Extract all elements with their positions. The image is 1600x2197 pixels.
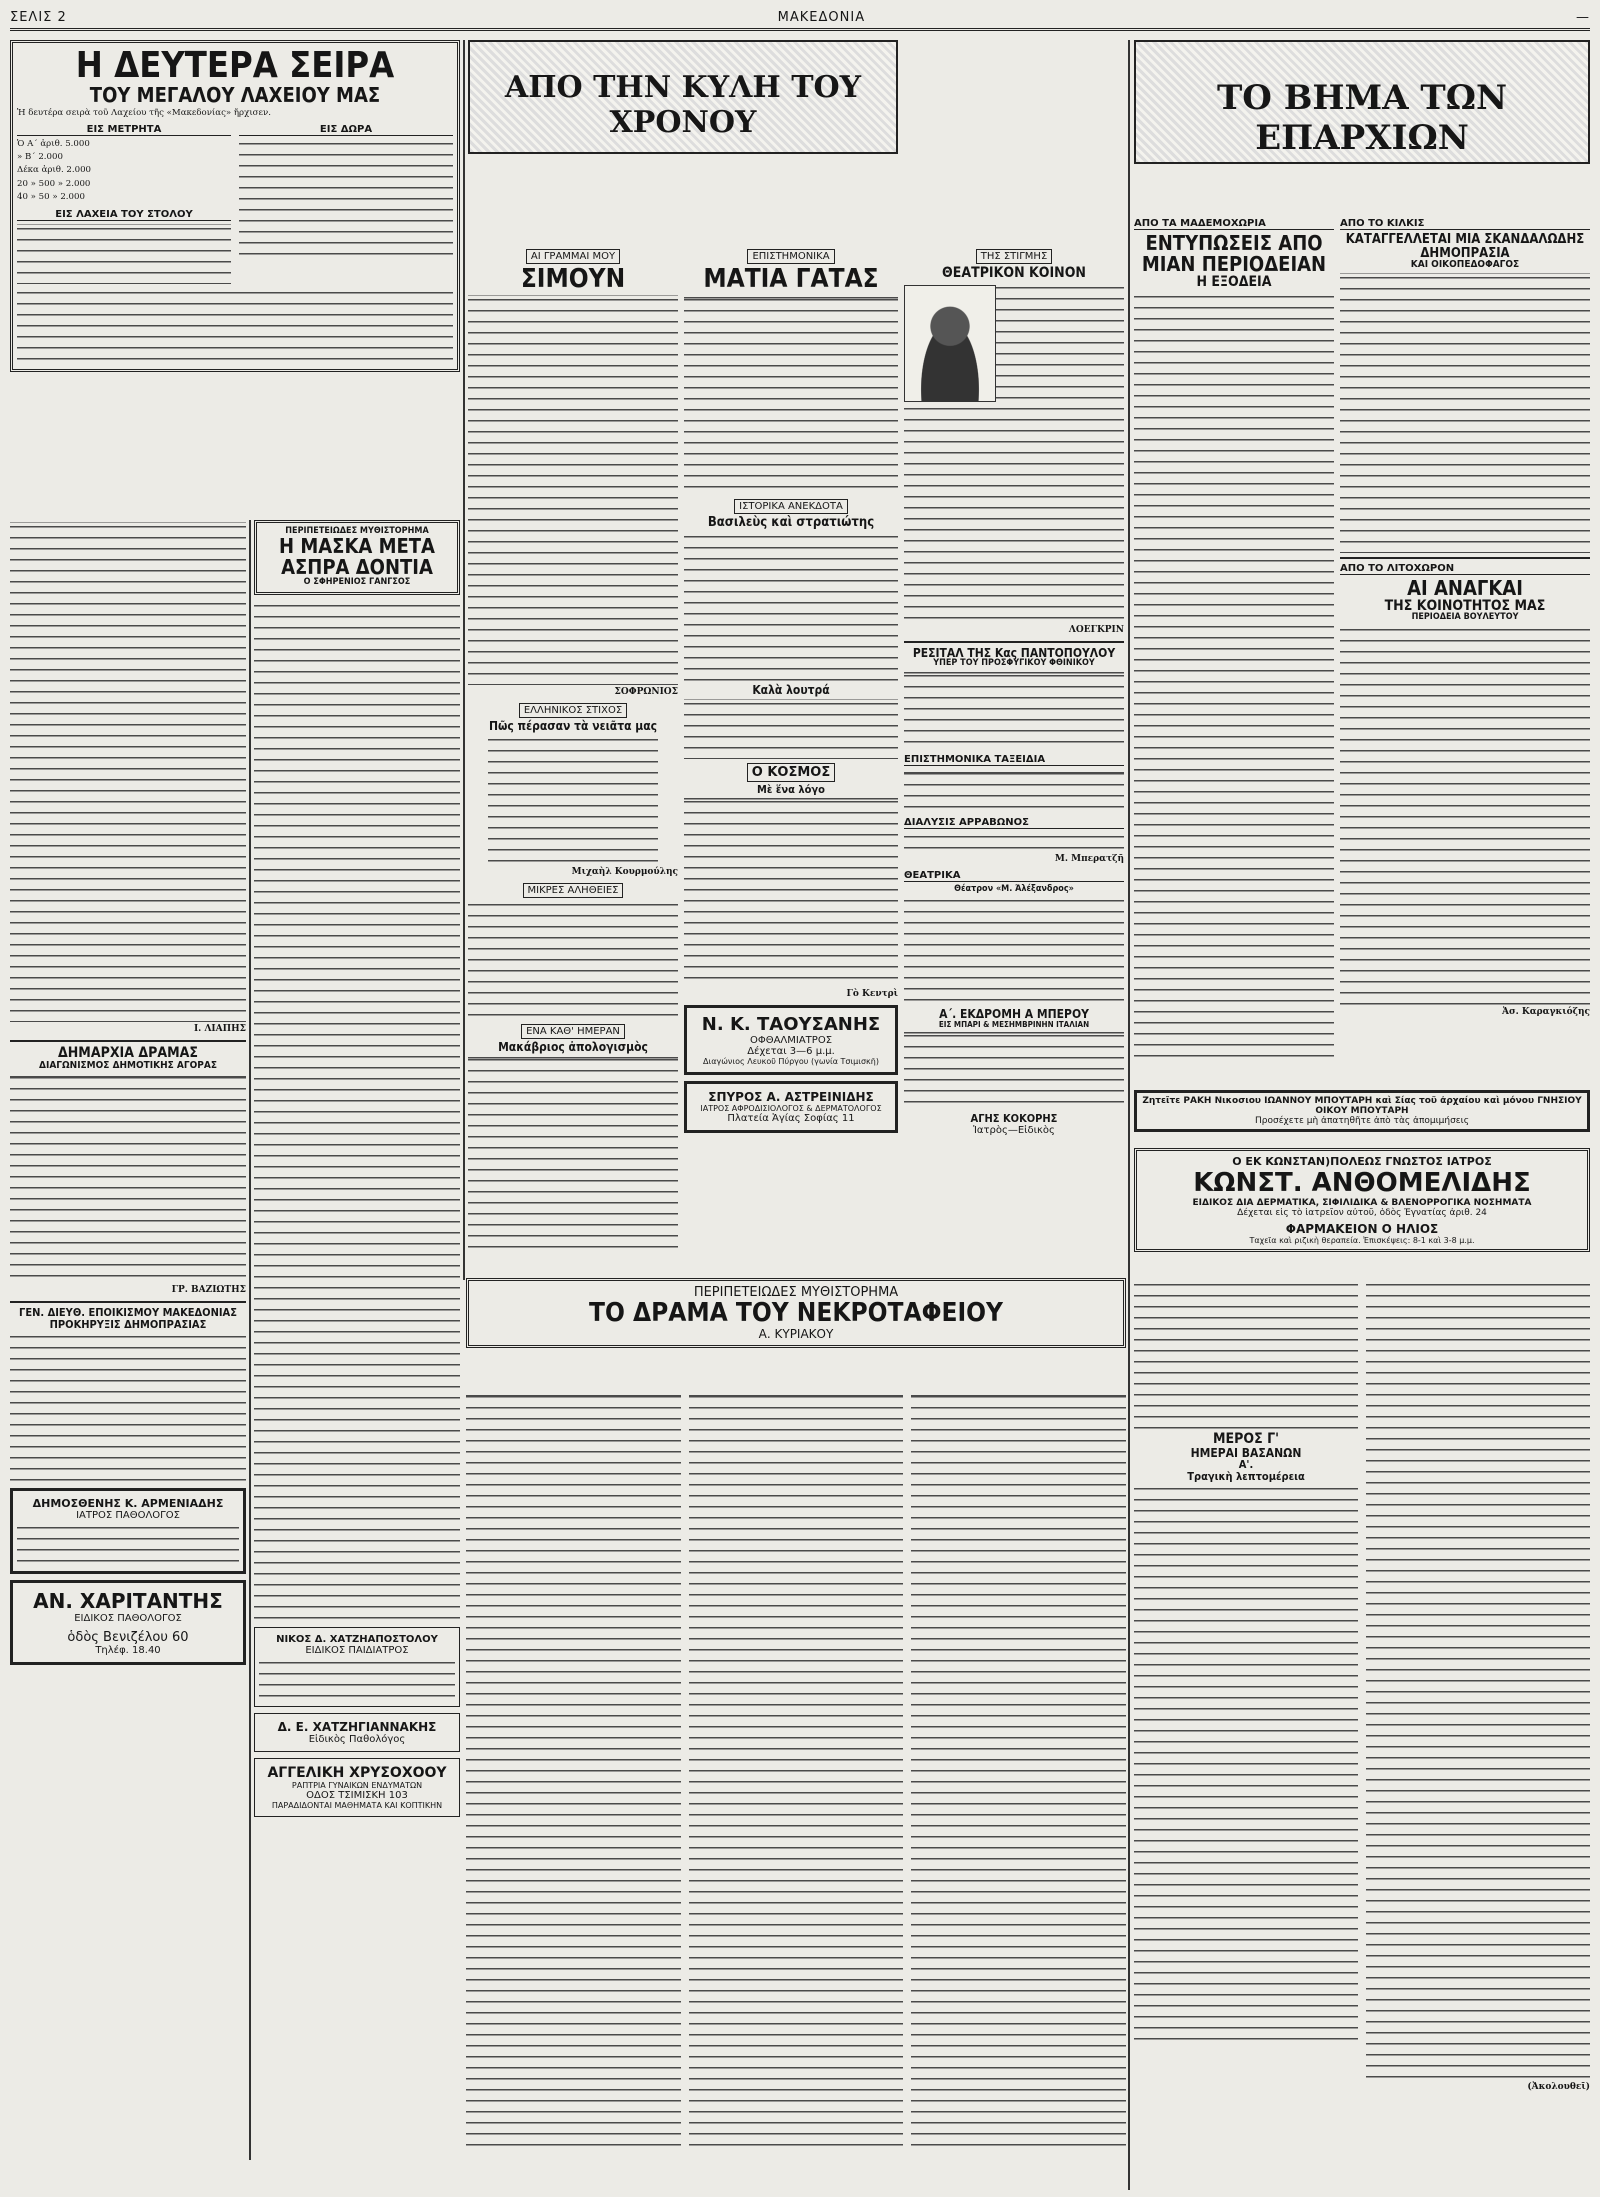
bath-text <box>684 699 898 759</box>
cash-row: Δέκα ἀριθ. 2.000 <box>17 165 92 176</box>
ad-sub: ΙΑΤΡΟΣ ΑΦΡΟΔΙΣΙΟΛΟΓΟΣ & ΔΕΡΜΑΤΟΛΟΓΟΣ <box>700 1104 882 1114</box>
ad-address: Διαγώνιος Λευκοῦ Πύργου (γωνία Τσιμισκῆ) <box>703 1057 879 1067</box>
ad-text <box>17 1523 239 1563</box>
serial-text-col <box>911 1392 1126 2152</box>
ad-hours: Δέχεται 3—6 μ.μ. <box>747 1046 835 1058</box>
article-title: ΘΕΑΤΡΙΚΟΝ ΚΟΙΝΟΝ <box>942 265 1086 281</box>
serial-label: ΠΕΡΙΠΕΤΕΙΩΔΕΣ ΜΥΘΙΣΤΟΡΗΜΑ <box>693 1285 899 1300</box>
history-text <box>684 532 898 682</box>
column-1-lower <box>10 520 246 2160</box>
serial-text-col <box>689 1392 904 2152</box>
recital-subtitle: ΥΠΕΡ ΤΟΥ ΠΡΟΣΦΥΓΙΚΟΥ ΦΘΙΝΙΚΟΥ <box>933 658 1095 669</box>
ad-sub: ΟΦΘΑΛΜΙΑΤΡΟΣ <box>749 1035 833 1047</box>
article-title: ΚΑΤΑΓΓΕΛΛΕΤΑΙ ΜΙΑ ΣΚΑΝΔΑΛΩΔΗΣ ΔΗΜΟΠΡΑΣΙΑ <box>1345 232 1585 261</box>
article-text <box>1340 273 1590 553</box>
lottery-subtitle: ΤΟΥ ΜΕΓΑΛΟΥ ΛΑΧΕΙΟΥ ΜΑΣ <box>89 82 381 107</box>
ad-line: Δέχεται εἰς τὸ ἰατρεῖον αὐτοῦ, ὁδὸς Ἐγνατίας ἀριθ. 24 <box>1237 1208 1487 1218</box>
ad-sub: ΙΑΤΡΟΣ ΠΑΘΟΛΟΓΟΣ <box>76 1510 180 1522</box>
ad-name: Ν. Κ. ΤΑΟΥΣΑΝΗΣ <box>701 1014 881 1036</box>
tailor-ad <box>254 1758 460 1817</box>
serial-chapter: Α'. <box>1238 1458 1254 1472</box>
doctor-ad <box>254 1627 460 1707</box>
verse-signature: Μιχαὴλ Κουρμούλης <box>571 866 678 877</box>
article-signature: Ι. ΛΙΑΠΗΣ <box>193 1024 246 1034</box>
ad-sub: ΕΙΔΙΚΟΣ ΠΑΘΟΛΟΓΟΣ <box>74 1613 182 1625</box>
cash-heading: ΕΙΣ ΜΕΤΡΗΤΑ <box>17 124 231 136</box>
kosmos-signature: Γὸ Κεντρὶ <box>846 989 898 1000</box>
serial-title: ΤΟ ΔΡΑΜΑ ΤΟΥ ΝΕΚΡΟΤΑΦΕΙΟΥ <box>589 1298 1003 1328</box>
header-spacer: — <box>1576 9 1590 25</box>
article-subtitle: ΠΕΡΙΟΔΕΙΑ ΒΟΥΛΕΥΤΟΥ <box>1411 612 1519 623</box>
masthead-ornament <box>1134 40 1590 164</box>
divider <box>1340 557 1590 559</box>
cash-row: » Β΄ 2.000 <box>17 152 63 163</box>
gifts-heading: ΕΙΣ ΔΩΡΑ <box>239 124 453 136</box>
article-kicker: ΕΠΙΣΤΗΜΟΝΙΚΑ <box>747 249 834 264</box>
article-text <box>1340 625 1590 1005</box>
section-heading: ΕΠΙΣΤΗΜΟΝΙΚΑ ΤΑΞΕΙΔΙΑ <box>904 754 1124 766</box>
ad-name: ΑΓΗΣ ΚΟΚΟΡΗΣ <box>970 1112 1058 1126</box>
ad-name: ΔΗΜΟΣΘΕΝΗΣ Κ. ΑΡΜΕΝΙΑΔΗΣ <box>32 1497 224 1511</box>
serial-text-col <box>1134 1278 1358 2158</box>
day-title: Μακάβριος ἀπολογισμὸς <box>498 1039 648 1054</box>
article-text <box>468 295 678 685</box>
column-rule <box>463 40 465 1280</box>
section-text <box>10 1073 246 1283</box>
kosmos-kicker: Ο ΚΟΣΜΟΣ <box>747 763 835 782</box>
ad-note: ΠΑΡΑΔΙΔΟΝΤΑΙ ΜΑΘΗΜΑΤΑ ΚΑΙ ΚΟΠΤΙΚΗΝ <box>271 1800 443 1810</box>
place-heading: ΑΠΟ ΤΑ ΜΑΔΕΜΟΧΩΡΙΑ <box>1134 218 1334 230</box>
truths-text <box>468 900 678 1020</box>
novel-author: Ο ΣΦΗΡΕΝΙΟΣ ΓΑΝΓΣΟΣ <box>303 577 411 588</box>
ad-address: Πλατεία Ἁγίας Σοφίας 11 <box>727 1113 855 1125</box>
masthead-title: ΑΠΟ ΤΗΝ ΚΥΛΗ ΤΟΥ ΧΡΟΝΟΥ <box>504 70 862 140</box>
gifts-text <box>239 139 453 259</box>
paper-name: ΜΑΚΕΔΟΝΙΑ <box>777 9 866 25</box>
verse-title: Πῶς πέρασαν τὰ νειᾶτα μας <box>488 719 658 734</box>
article-subtitle: ΚΑΙ ΟΙΚΟΠΕΔΟΦΑΓΟΣ <box>1410 259 1520 271</box>
serial-part: ΜΕΡΟΣ Γ' <box>1213 1431 1279 1447</box>
section-text <box>904 769 1124 814</box>
truths-kicker: ΜΙΚΡΕΣ ΑΛΗΘΕΙΕΣ <box>523 883 624 898</box>
page-number: ΣΕΛΙΣ 2 <box>10 9 67 25</box>
novel-box <box>254 520 460 595</box>
lottery-article <box>10 40 460 520</box>
ad-address: ΟΔΟΣ ΤΣΙΜΙΣΚΗ 103 <box>306 1789 408 1801</box>
lottery-box <box>10 40 460 372</box>
doctor-ad <box>684 1005 898 1075</box>
kosmos-text <box>684 797 898 987</box>
column-3 <box>468 245 678 1265</box>
ad-name: ΑΓΓΕΛΙΚΗ ΧΡΥΣΟΧΟΟΥ <box>267 1764 447 1781</box>
article-signature: ΛΟΕΓΚΡΙΝ <box>1068 624 1124 635</box>
lottery-intro: Ἡ δευτέρα σειρὰ τοῦ Λαχείου τῆς «Μακεδονίας» ἤρχισεν. <box>17 107 271 118</box>
novel-label: ΠΕΡΙΠΕΤΕΙΩΔΕΣ ΜΥΘΙΣΤΟΡΗΜΑ <box>285 526 429 536</box>
column-2 <box>254 520 460 2160</box>
column-7 <box>1340 215 1590 1085</box>
ad-sub: ΕΙΔΙΚΟΣ ΠΑΙΔΙΑΤΡΟΣ <box>305 1644 409 1656</box>
masthead-ornament <box>468 40 898 154</box>
article-text <box>10 522 246 1022</box>
masthead-title: ΤΟ ΒΗΜΑ ΤΩΝ ΕΠΑΡΧΙΩΝ <box>1216 78 1508 158</box>
novel-title: Η ΜΑΣΚΑ ΜΕΤΑ ΑΣΠΡΑ ΔΟΝΤΙΑ <box>279 534 435 580</box>
section-text <box>904 896 1124 1006</box>
anthomelidis-ad-box <box>1134 1148 1590 1252</box>
ad-sub: Ἰατρὸς—Εἰδικὸς <box>973 1124 1055 1136</box>
column-rule <box>249 520 251 2160</box>
day-text <box>468 1055 678 1255</box>
history-title: Βασιλεὺς καὶ στρατιώτης <box>707 515 875 531</box>
column-4 <box>684 245 898 1265</box>
ad-name: ΑΝ. ΧΑΡΙΤΑΝΤΗΣ <box>33 1589 223 1614</box>
column-6 <box>1134 215 1334 1085</box>
serial-chapter-title: Τραγικὴ λεπτομέρεια <box>1187 1469 1305 1483</box>
ad-line: Ο ΕΚ ΚΩΝΣΤΑΝ)ΠΟΛΕΩΣ ΓΝΩΣΤΟΣ ΙΑΤΡΟΣ <box>1232 1155 1492 1168</box>
article-title-line2: ΤΗΣ ΚΟΙΝΟΤΗΤΟΣ ΜΑΣ <box>1384 597 1546 614</box>
doctor-ad <box>684 1081 898 1133</box>
bath-title: Καλὰ λουτρά <box>752 682 830 697</box>
section-signature: ΓΡ. ΒΑΖΙΩΤΗΣ <box>171 1285 246 1296</box>
divider <box>904 641 1124 643</box>
pharmacy-name: ΦΑΡΜΑΚΕΙΟΝ Ο ΗΛΙΟΣ <box>1285 1222 1439 1236</box>
serial-body <box>466 1390 1126 2160</box>
place-heading: ΑΠΟ ΤΟ ΚΙΛΚΙΣ <box>1340 218 1590 230</box>
history-kicker: ΙΣΤΟΡΙΚΑ ΑΝΕΚΔΟΤΑ <box>734 499 848 514</box>
serial-continued <box>1134 1278 1590 2158</box>
serial-text <box>1134 1280 1358 1430</box>
divider <box>10 1301 246 1303</box>
serial-header <box>466 1278 1126 1383</box>
column-5 <box>904 245 1124 1265</box>
doctor-ad <box>254 1713 460 1752</box>
serial-text-col <box>466 1392 681 2152</box>
excursion-text <box>904 1031 1124 1111</box>
verse-text <box>488 735 658 865</box>
serial-part-subtitle: ΗΜΕΡΑΙ ΒΑΣΑΝΩΝ <box>1190 1445 1302 1460</box>
divider <box>10 1040 246 1042</box>
serial-author: Α. ΚΥΡΙΑΚΟΥ <box>758 1327 834 1342</box>
serial-text <box>1366 1280 1590 2080</box>
article-title: ΕΝΤΥΠΩΣΕΙΣ ΑΠΟ ΜΙΑΝ ΠΕΡΙΟΔΕΙΑΝ <box>1141 231 1327 276</box>
novel-text <box>254 601 460 1621</box>
ad-name: ΚΩΝΣΤ. ΑΝΘΟΜΕΛΙΔΗΣ <box>1193 1168 1531 1198</box>
section-subtitle: Θέατρον «Μ. Ἀλέξανδρος» <box>954 883 1074 894</box>
pharmacy-sub: Ταχεῖα καὶ ριζικὴ θεραπεία. Ἐπισκέψεις: 8-1 καὶ 3-8 μ.μ. <box>1249 1236 1475 1245</box>
ad-name: Δ. Ε. ΧΑΤΖΗΓΙΑΝΝΑΚΗΣ <box>277 1719 437 1734</box>
article-signature: Ἀσ. Καραγκιόζης <box>1502 1006 1590 1017</box>
raki-ad <box>1134 1090 1590 1135</box>
section-text <box>10 1332 246 1482</box>
doctor-ad <box>10 1580 246 1665</box>
vima-masthead <box>1134 40 1590 220</box>
section-title: ΔΗΜΑΡΧΙΑ ΔΡΑΜΑΣ <box>58 1045 198 1061</box>
serial-text <box>1134 1484 1358 2044</box>
ad-sub: ΡΑΠΤΡΙΑ ΓΥΝΑΙΚΩΝ ΕΝΔΥΜΑΤΩΝ <box>291 1780 423 1790</box>
kosmos-title: Μὲ ἕνα λόγο <box>757 782 825 796</box>
section-subtitle: ΔΙΑΓΩΝΙΣΜΟΣ ΔΗΜΟΤΙΚΗΣ ΑΓΟΡΑΣ <box>39 1059 217 1071</box>
ad-name: ΝΙΚΟΣ Δ. ΧΑΤΖΗΑΠΟΣΤΟΛΟΥ <box>276 1633 438 1645</box>
section-heading: ΔΙΑΛΥΣΙΣ ΑΡΡΑΒΩΝΟΣ <box>904 817 1124 829</box>
page-header <box>10 6 1590 31</box>
raki-ad-box <box>1134 1090 1590 1132</box>
excursion-subtitle: ΕΙΣ ΜΠΑΡΙ & ΜΕΣΗΜΒΡΙΝΗΝ ΙΤΑΛΙΑΝ <box>938 1019 1090 1029</box>
raki-ad-note: Προσέχετε μὴ ἀπατηθῆτε ἀπὸ τὰς ἀπομιμήσεις <box>1255 1116 1469 1126</box>
article-signature: ΣΟΦΡΩΝΙΟΣ <box>614 687 678 698</box>
serial-header-box <box>466 1278 1126 1348</box>
article-title: ΑΙ ΑΝΑΓΚΑΙ <box>1407 575 1523 600</box>
ad-address: ὁδὸς Βενιζέλου 60 <box>67 1630 189 1646</box>
article-text <box>1134 292 1334 1062</box>
article-title: ΣΙΜΟΥΝ <box>520 264 626 294</box>
ad-line: ΕΙΔΙΚΟΣ ΔΙΑ ΔΕΡΜΑΤΙΚΑ, ΣΙΦΙΛΙΔΙΚΑ & ΒΛΕΝΟΡΡΟΓΙΚΑ ΝΟΣΗΜΑΤΑ <box>1192 1198 1532 1208</box>
doctor-ad <box>10 1488 246 1574</box>
article-subtitle: Η ΕΞΟΔΕΙΑ <box>1196 274 1272 290</box>
anthomelidis-ad <box>1134 1148 1590 1263</box>
ad-text <box>259 1658 455 1698</box>
lottery-footer-text <box>17 288 453 363</box>
portrait-drawing <box>904 285 996 402</box>
serial-continues: (Ἀκολουθεῖ) <box>1527 2082 1590 2092</box>
article-title: ΜΑΤΙΑ ΓΑΤΑΣ <box>703 264 879 294</box>
cash-row: Ὁ Α΄ ἀριθ. 5.000 <box>17 139 90 149</box>
lottery-title: Η ΔΕΥΤΕΡΑ ΣΕΙΡΑ <box>75 45 395 86</box>
article-kicker: ΑΙ ΓΡΑΜΜΑΙ ΜΟΥ <box>526 249 620 264</box>
article-kicker: ΤΗΣ ΣΤΙΓΜΗΣ <box>976 249 1053 264</box>
cash-row: 40 » 50 » 2.000 <box>17 191 85 202</box>
section-subtitle: ΠΡΟΚΗΡΥΞΙΣ ΔΗΜΟΠΡΑΣΙΑΣ <box>49 1317 207 1331</box>
recital-text <box>904 671 1124 751</box>
recital-title: ΡΕΣΙΤΑΛ ΤΗΣ Κας ΠΑΝΤΟΠΟΥΛΟΥ <box>912 645 1116 660</box>
cash-row: 20 » 500 » 2.000 <box>17 178 91 189</box>
section-title: ΓΕΝ. ΔΙΕΥΘ. ΕΠΟΙΚΙΣΜΟΥ ΜΑΚΕΔΟΝΙΑΣ <box>19 1306 237 1320</box>
place-heading: ΑΠΟ ΤΟ ΛΙΤΟΧΩΡΟΝ <box>1340 563 1590 575</box>
article-text <box>684 295 898 495</box>
raki-ad-text: Ζητεῖτε ΡΑΚΗ Νικοσιου ΙΩΑΝΝΟΥ ΜΠΟΥΤΑΡΗ καὶ Σίας τοῦ ἀρχαίου καὶ μόνου ΓΝΗΣΙΟΥ ΟΙΚΟΥ ΜΠΟΥΤΑΡΗ <box>1142 1096 1582 1116</box>
ad-phone: Τηλέφ. 18.40 <box>95 1645 161 1657</box>
section-text <box>904 832 1124 852</box>
serial-text-col <box>1366 1278 1590 2158</box>
verse-kicker: ΕΛΛΗΝΙΚΟΣ ΣΤΙΧΟΣ <box>519 703 627 718</box>
column-rule <box>1128 40 1130 2190</box>
fleet-heading: ΕΙΣ ΛΑΧΕΙΑ ΤΟΥ ΣΤΟΛΟΥ <box>17 209 231 221</box>
ad-name: ΣΠΥΡΟΣ Α. ΑΣΤΡΕΙΝΙΔΗΣ <box>708 1090 874 1105</box>
kyli-masthead <box>468 40 898 240</box>
fleet-text <box>17 224 231 284</box>
day-kicker: ΕΝΑ ΚΑΘ' ΗΜΕΡΑΝ <box>521 1024 625 1039</box>
section-signature: Μ. Μπερατζῆ <box>1054 853 1124 864</box>
section-heading: ΘΕΑΤΡΙΚΑ <box>904 870 1124 882</box>
ad-sub: Εἰδικὸς Παθολόγος <box>308 1733 406 1745</box>
excursion-title: Α΄. ΕΚΔΡΟΜΗ Α ΜΠΕΡΟΥ <box>939 1007 1089 1022</box>
